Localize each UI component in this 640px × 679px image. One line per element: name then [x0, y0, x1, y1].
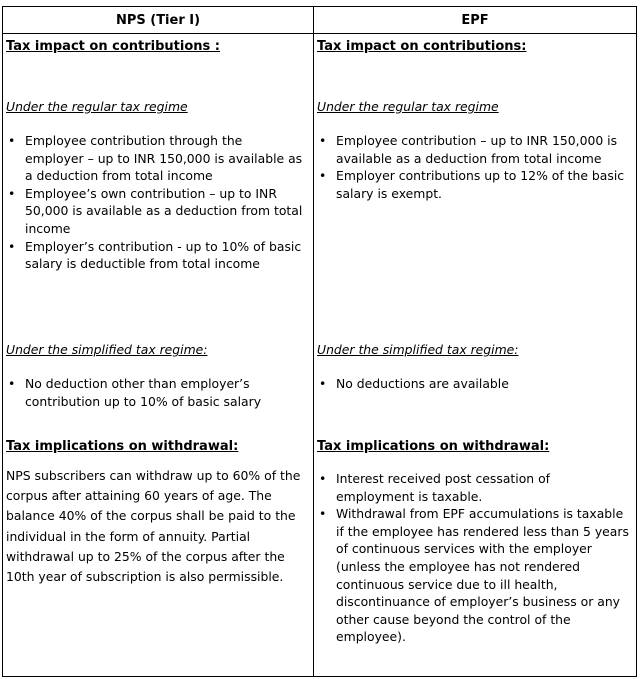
list-item: • Withdrawal from EPF accumulations is taxable if the employee has rendered less than 5 years of continuous services with the employer (unless the employee has not rendered continuous service due to ill health, discontinuance of employer’s business or any other cause beyond the control of the employee). [314, 505, 630, 646]
comparison-table [2, 6, 637, 677]
header-epf: EPF [314, 7, 637, 34]
list-item: • Employee’s own contribution – up to INR 50,000 is available as a deduction from total income [3, 185, 303, 238]
list-item: • No deductions are available [314, 375, 630, 393]
epf-simplified-label: Under the simplified tax regime: [317, 342, 519, 357]
epf-simplified-list [314, 375, 630, 393]
list-item: • Employer’s contribution - up to 10% of basic salary is deductible from total income [3, 238, 303, 273]
epf-withdrawal-list [314, 470, 630, 646]
nps-simplified-list [3, 375, 303, 410]
nps-cell [3, 34, 314, 677]
epf-regular-list [314, 132, 630, 202]
list-item: • Employee contribution through the employer – up to INR 150,000 is available as a deduction from total income [3, 132, 303, 185]
nps-regular-label: Under the regular tax regime [6, 99, 188, 114]
list-item: • Employee contribution – up to INR 150,000 is available as a deduction from total income [314, 132, 630, 167]
epf-withdrawal-heading: Tax implications on withdrawal: [317, 439, 550, 454]
list-item: • Interest received post cessation of employment is taxable. [314, 470, 630, 505]
list-item: • No deduction other than employer’s contribution up to 10% of basic salary [3, 375, 303, 410]
header-nps: NPS (Tier I) [3, 7, 314, 34]
nps-simplified-label: Under the simplified tax regime: [6, 342, 208, 357]
epf-regular-label: Under the regular tax regime [317, 99, 499, 114]
epf-contrib-heading: Tax impact on contributions: [317, 39, 527, 54]
epf-cell [314, 34, 637, 677]
nps-withdrawal-heading: Tax implications on withdrawal: [6, 439, 239, 454]
nps-contrib-heading: Tax impact on contributions : [6, 39, 220, 54]
list-item: • Employer contributions up to 12% of the basic salary is exempt. [314, 167, 630, 202]
nps-regular-list [3, 132, 303, 273]
nps-withdrawal-text: NPS subscribers can withdraw up to 60% of the corpus after attaining 60 years of age. The balance 40% of the corpus shall be paid to the individual in the form of annuity. Partial withdrawal up to 25% of the corpus after the 10th year of subscription is also permissible. [6, 468, 301, 585]
